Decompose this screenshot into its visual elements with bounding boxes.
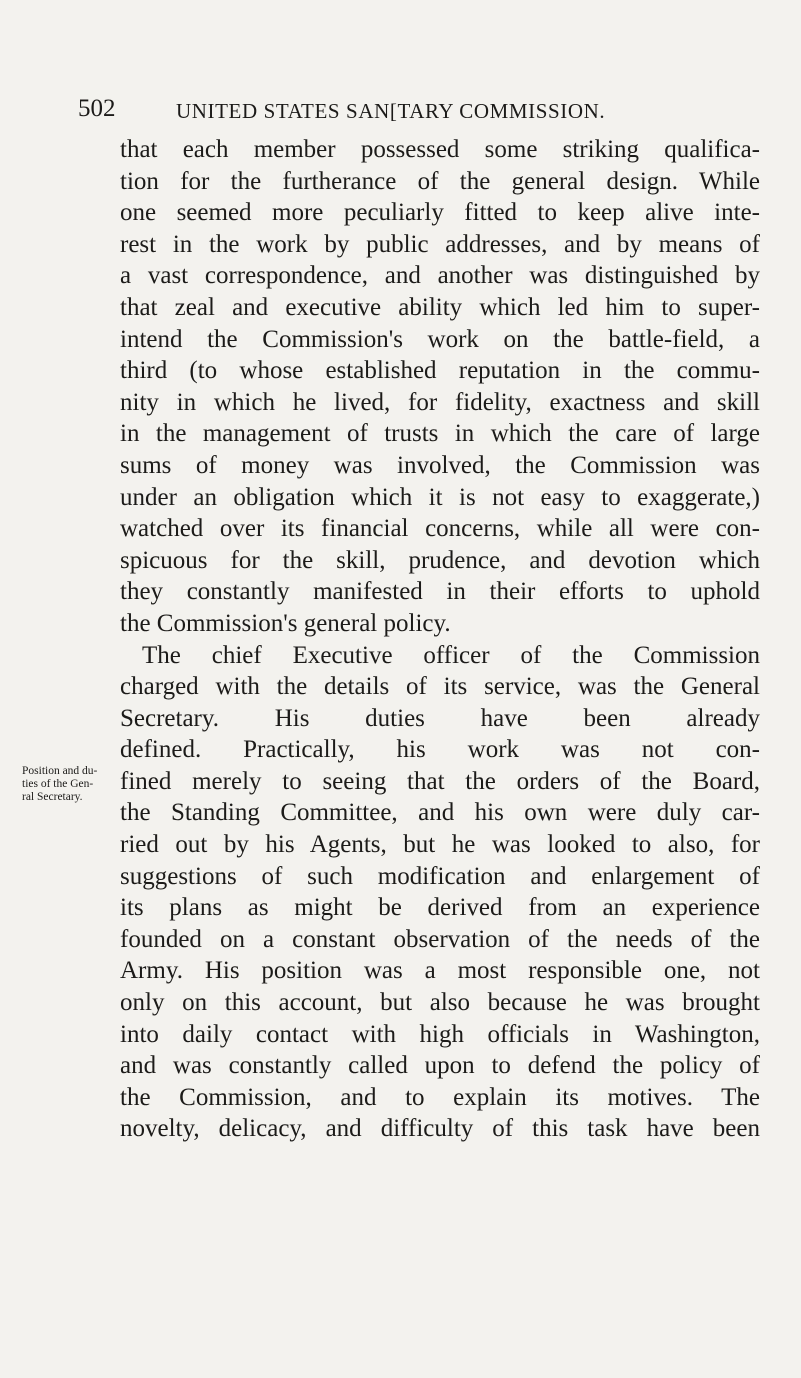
text-line: watched over its financial concerns, while all were con- [120,515,760,543]
text-line: its plans as might be derived from an experience [120,894,760,922]
running-title: UNITED STATES SAN[TARY COMMISSION. [176,99,606,123]
text-line: only on this account, but also because he was brought [120,989,760,1017]
text-line: third (to whose established reputation in the commu- [120,357,760,385]
text-line: they constantly manifested in their efforts to uphold [120,578,760,606]
margin-note-line: ties of the Gen- [22,778,94,790]
text-line: in the management of trusts in which the care of large [120,420,760,448]
text-line: defined. Practically, his work was not con- [120,736,760,764]
text-line: and was constantly called upon to defend the policy of [120,1052,760,1080]
text-line: the Commission, and to explain its motives. The [120,1083,760,1111]
margin-note-line: ral Secretary. [22,791,83,803]
page-header [78,94,758,124]
text-line: novelty, delicacy, and difficulty of this task have been [120,1115,760,1143]
margin-note-line: Position and du- [22,765,98,777]
page-number: 502 [78,95,116,122]
text-line: one seemed more peculiarly fitted to keep alive inte- [120,199,760,227]
text-line: spicuous for the skill, prudence, and devotion which [120,546,760,574]
text-line: the Standing Committee, and his own were duly car- [120,799,760,827]
text-line: tion for the furtherance of the general design. While [120,167,760,195]
text-line: founded on a constant observation of the needs of the [120,925,760,953]
text-line: suggestions of such modification and enlargement of [120,862,760,890]
text-line: that each member possessed some striking qualifica- [120,136,760,163]
text-line: intend the Commission's work on the battle-field, a [120,325,760,353]
text-line: charged with the details of its service, was the General [120,673,760,701]
text-line: sums of money was involved, the Commission was [120,451,760,479]
text-line: a vast correspondence, and another was distinguished by [120,262,760,290]
text-line: under an obligation which it is not easy to exaggerate,) [120,483,760,511]
text-line: into daily contact with high officials in Washington, [120,1020,760,1048]
text-line: fined merely to seeing that the orders of the Board, [120,767,760,795]
text-line: rest in the work by public addresses, and by means of [120,230,760,258]
paragraph-start-line: The chief Executive officer of the Commission [142,641,760,669]
body-text [120,134,760,1145]
text-line: Secretary. His duties have been already [120,704,760,732]
text-line: that zeal and executive ability which led him to super- [120,293,760,321]
text-line: Army. His position was a most responsible one, not [120,957,760,985]
text-line: ried out by his Agents, but he was looked to also, for [120,831,760,859]
margin-note [22,765,118,804]
text-line: nity in which he lived, for fidelity, exactness and skill [120,388,760,416]
paragraph-end-line: the Commission's general policy. [120,609,451,637]
